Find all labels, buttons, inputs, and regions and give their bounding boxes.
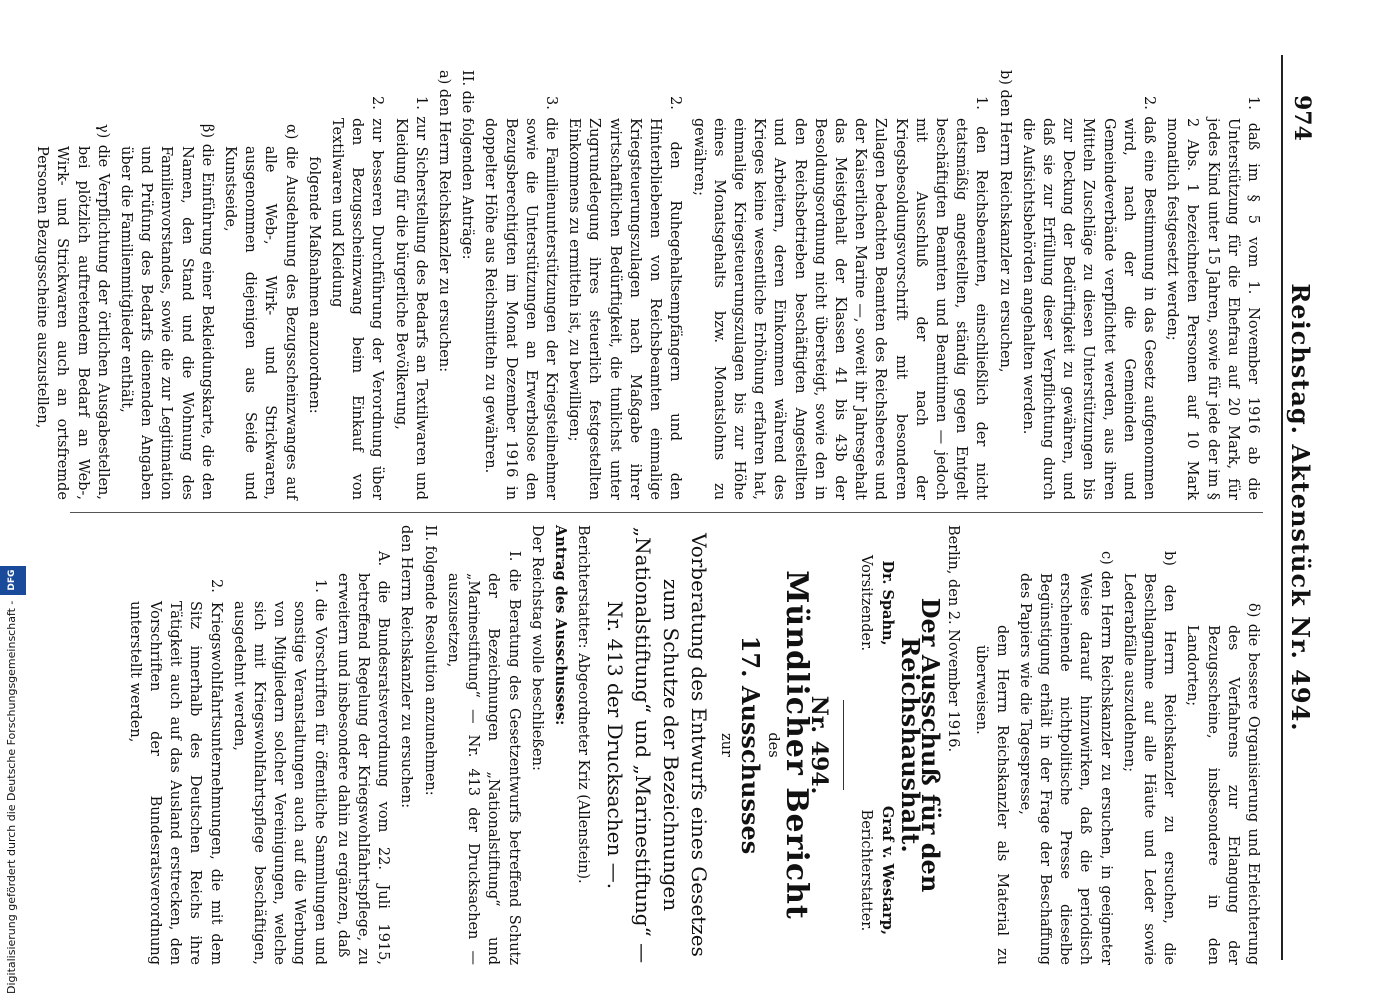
paragraph: I. die Beratung des Gesetzentwurfs betreffend Schutz der Bezeichnungen „Nationalstiftung“ und „Marinestiftung“ — Nr. 413 der Drucksachen — auszusetzen, [444,551,522,965]
paragraph: a) den Herrn Reichskanzler zu ersuchen: [436,70,453,373]
paragraph: b) den Herrn Reichskanzler zu ersuchen, die Beschlagnahme auf alle Häute und Leder sowie Lederabfälle auszudehnen; [1120,551,1178,965]
paragraph: dem Herrn Reichskanzler als Material zu überweisen. [973,625,1010,965]
paragraph: α) die Ausdehnung des Bezugsscheinzwanges auf alle Web-, Wirk- und Strickwaren, ausgenommen diejenigen aus Seide und Kunstseide, [222,124,299,500]
connector-word: zur [718,733,735,757]
dfg-logo: DFG [0,566,26,595]
paragraph: β) die Einführung einer Bekleidungskarte, die den Namen, den Stand und die Wohnung des Familienvorstandes, sowie die zur Legitimation und Prüfung des Bedarfs dienenden Angaben über die Familienmitglieder enthält, [118,124,215,500]
paragraph: 2. daß eine Bestimmung in das Gesetz aufgenommen wird, nach der die Gemeinden und Gemeindeverbände verpflichtet werden, aus ihren Mitteln Zuschläge zu diesen Unterstützungen bis zur Deckung der Bedürftigkeit zu gewähren, und daß sie zur Erfüllung dieser Verpflichtung durch die Aufsichtsbehörden angehalten werden. [1019,96,1157,500]
paragraph: Der Reichstag wolle beschließen: [528,525,545,771]
paragraph: 2. den Ruhegehaltsempfängern und den Hinterbliebenen von Reichsbeamten einmalige Kriegsteuerungszulagen nach Maßgabe ihrer wirtschaftlichen Bedürftigkeit, die tunlichst unter Zugrundelegung ihres steuerlich festgestellten Einkommens zu ermitteln ist, zu bewilligen; [566,96,684,500]
paragraph: II. folgende Resolution anzunehmen: [421,525,438,796]
paragraph: γ) die Verpflichtung der örtlichen Ausgabestellen, bei plötzlich auftretendem Bedarf an Web-, Wirk- und Strickwaren auch an ortsfremde Personen Bezugsscheine auszustellen, [34,124,111,500]
date-line: Berlin, den 2. November 1916. [945,525,962,753]
page-header [1281,55,1321,960]
paragraph: 1. daß im § 5 vom 1. November 1916 ab die Unterstützung für die Ehefrau auf 20 Mark, für jedes Kind unter 15 Jahren, sowie für jede der im § 2 Abs. 1 bezeichneten Personen auf 10 Mark monatlich festgesetzt werden; [1164,96,1261,500]
paragraph: c) den Herrn Reichskanzler zu ersuchen, in geeigneter Weise darauf hinzuwirken, daß die periodisch erscheinende nichtpolitische Presse dieselbe Begünstigung erhält in der Frage der Beschaffung des Papiers wie die Tagespresse, [1016,551,1114,965]
paragraph: 1. zur Sicherstellung des Bedarfs an Textilwaren und Kleidung für die bürgerliche Bevölkerung, [392,96,429,500]
committee-number: 17. Ausschusses [735,635,765,855]
paragraph: b) den Herrn Reichskanzler zu ersuchen, [996,70,1013,373]
paragraph: A. die Bundesratsverordnung vom 22. Juli 1915, betreffend Regelung der Kriegswohlfahrtspflege, zu erweitern und insbesondere dahin zu ergänzen, daß [334,551,392,965]
digitization-credit-text: Digitalisierung gefördert durch die Deutsche Forschungsgemeinschaft - [5,600,18,994]
paragraph: II. die folgenden Anträge: [459,70,476,260]
motion-title: Antrag des Ausschusses: [551,525,569,726]
left-column [34,70,1263,500]
paragraph: folgende Maßnahmen anzuordnen: [305,156,322,414]
page-number: 974 [1289,95,1315,141]
signatures [856,525,896,965]
paragraph: 1. die Vorschriften für öffentliche Sammlungen und sonstige Veranstaltungen auch auf die Werbung von Mitgliedern solcher Vereinigungen, welche sich mit Kriegswohlfahrtspflege beschäftigen, ausgedehnt werden, [230,579,328,965]
paragraph: 1. den Reichsbeamten, einschließlich der nicht etatsmäßig angestellten, ständig gegen Entgelt beschäftigten Beamten und Beamtinnen — jedoch mit Ausschluß der nach der Kriegsbesoldungsvorschrift mit besonderen Zulagen bedachten Beamten des Reichsheeres und der Kaiserlichen Marine —, soweit ihr Jahresgehalt das Meistgehalt der Klassen 41 bis 43b der Besoldungsordnung nicht übersteigt, sowie den in den Reichsbetrieben beschäftigten Angestellten und Arbeitern, deren Einkommen während des Krieges keine wesentliche Erhöhung erfahren hat, einmalige Kriegsteuerungszulagen bis zur Höhe eines Monatsgehalts bzw. Monatslohns zu gewähren; [690,96,990,500]
paragraph: 2. Kriegswohlfahrtsunternehmungen, die mit dem Sitz innerhalb des Deutschen Reichs ihre Tätigkeit auch auf das Ausland erstrecken, den Vorschriften der Bundesratsverordnung unterstellt werden, [126,579,224,965]
report-title: Mündlicher Bericht [778,570,814,920]
signature-reporter: Graf v. Westarp, Berichterstatter. [858,805,896,935]
section-rule [843,700,844,790]
report-subject: Vorberatung des Entwurfs eines Gesetzes zum Schutze der Bezeichnungen „Nationalstiftung“ und „Marinestiftung“ — Nr. 413 der Drucksachen —. [603,526,712,964]
signature-chair: Dr. Spahn, Vorsitzender. [858,555,896,652]
reporter-line: Berichterstatter: Abgeordneter Kriz (Allenstein). [575,525,592,884]
paragraph: δ) die bessere Organisierung und Erleichterung des Verfahrens zur Erlangung der Bezugsscheine, insbesondere in den Landorten; [1184,603,1261,965]
running-title: Reichstag. Aktenstück Nr. 494. [1286,283,1315,732]
right-column [70,525,1263,965]
paragraph: den Herrn Reichskanzler zu ersuchen: [398,525,415,809]
column-divider [70,512,1263,513]
document-number: Nr. 494. [806,695,833,795]
digitization-credit [0,0,24,1000]
connector-word: des [764,732,781,758]
committee-name: Der Ausschuß für den Reichshaushalt. [895,597,945,893]
paragraph: 2. zur besseren Durchführung der Verordnung über den Bezugsscheinzwang beim Einkauf von Textilwaren und Kleidung [329,96,386,500]
paragraph: 3. die Familienunterstützungen der Kriegsteilnehmer sowie die Unterstützungen an Erwerbslose den Bezugsberechtigten im Monat Dezember 1916 in doppelter Höhe aus Reichsmitteln zu gewähren. [482,96,560,500]
